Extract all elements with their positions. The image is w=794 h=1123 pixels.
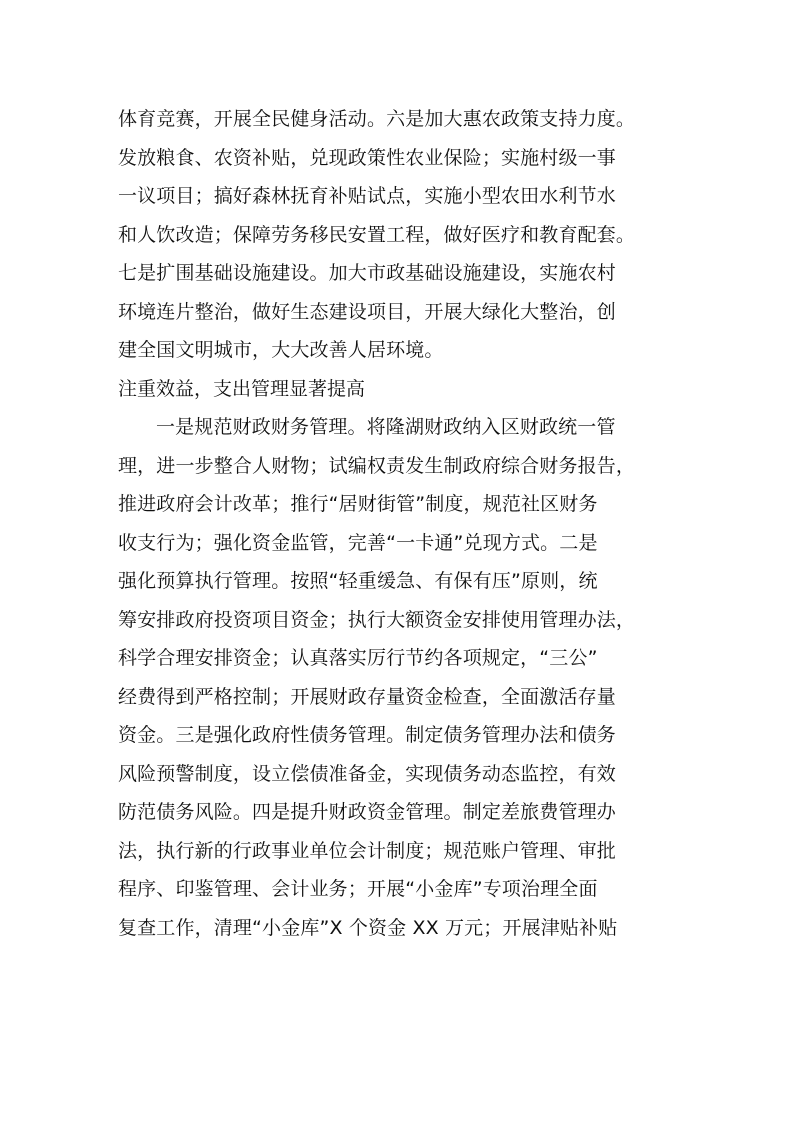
paragraph-line: 经费得到严格控制；开展财政存量资金检查，全面激活存量 [118, 685, 616, 708]
document-page [118, 100, 678, 947]
paragraph-line: 筹安排政府投资项目资金；执行大额资金安排使用管理办法， [118, 608, 636, 631]
paragraph-line: 复查工作，清理“小金库”X 个资金 XX 万元；开展津贴补贴 [118, 916, 618, 939]
paragraph-line: 强化预算执行管理。按照“轻重缓急、有保有压”原则，统 [118, 570, 598, 592]
paragraph-line: 风险预警制度，设立偿债准备金，实现债务动态监控，有效 [118, 762, 616, 785]
paragraph-line: 科学合理安排资金；认真落实厉行节约各项规定，“三公” [118, 647, 598, 669]
paragraph-line: 体育竞赛，开展全民健身活动。六是加大惠农政策支持力度。 [118, 108, 636, 130]
paragraph-line: 七是扩围基础设施建设。加大市政基础设施建设，实施农村 [118, 262, 616, 284]
paragraph-line: 法，执行新的行政事业单位会计制度；规范账户管理、审批 [118, 839, 616, 862]
section-heading: 注重效益，支出管理显著提高 [118, 377, 366, 400]
paragraph-line: 一议项目；搞好森林抚育补贴试点，实施小型农田水利节水 [118, 185, 616, 207]
paragraph-line: 和人饮改造；保障劳务移民安置工程，做好医疗和教育配套。 [118, 223, 636, 246]
paragraph-line: 收支行为；强化资金监管，完善“一卡通”兑现方式。二是 [118, 531, 598, 554]
paragraph-2 [118, 408, 678, 947]
paragraph-line: 防范债务风险。四是提升财政资金管理。制定差旅费管理办 [118, 801, 616, 823]
paragraph-line: 资金。三是强化政府性债务管理。制定债务管理办法和债务 [118, 724, 616, 746]
paragraph-line: 一是规范财政财务管理。将隆湖财政纳入区财政统一管 [156, 416, 616, 438]
paragraph-1 [118, 100, 678, 370]
paragraph-line: 推进政府会计改革；推行“居财街管”制度，规范社区财务 [118, 493, 598, 515]
paragraph-line: 程序、印鉴管理、会计业务；开展“小金库”专项治理全面 [118, 878, 598, 900]
paragraph-line: 建全国文明城市，大大改善人居环境。 [118, 339, 444, 361]
paragraph-line: 理，进一步整合人财物；试编权责发生制政府综合财务报告， [118, 454, 636, 477]
paragraph-line: 发放粮食、农资补贴，兑现政策性农业保险；实施村级一事 [118, 146, 616, 169]
paragraph-line: 环境连片整治，做好生态建设项目，开展大绿化大整治，创 [118, 300, 616, 323]
